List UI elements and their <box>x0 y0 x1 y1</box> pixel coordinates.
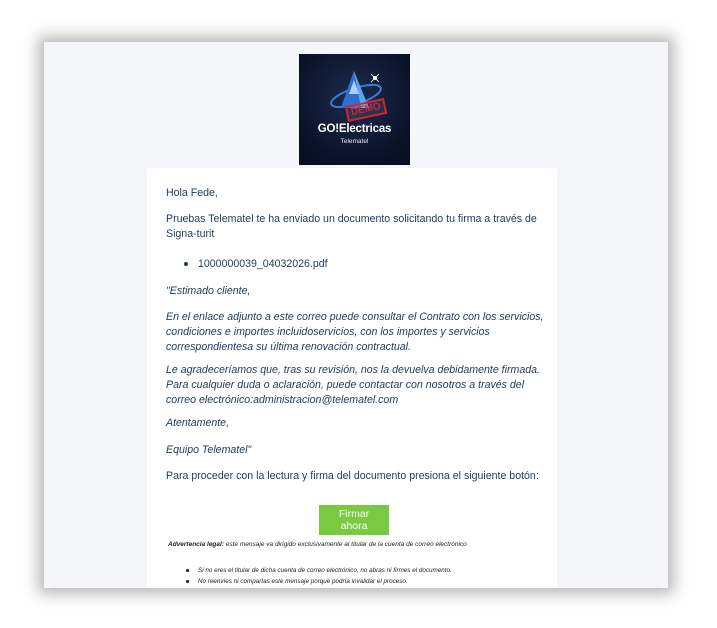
legal-label: Advertencia legal: <box>168 541 224 548</box>
company-logo <box>299 54 410 165</box>
legal-warning <box>168 541 548 548</box>
quote-opening: "Estimado cliente, <box>166 285 251 297</box>
legal-text: este mensaje va dirigido exclusivamente al titular de la cuenta de correo electrónico <box>224 541 467 548</box>
email-viewport <box>44 42 668 588</box>
intro-text: Pruebas Telematel te ha enviado un documento solicitando tu firma a través de Signa-turit <box>166 213 537 240</box>
signature: Equipo Telematel" <box>166 444 252 456</box>
legal-bullet: Si no eres el titular de dicha cuenta de correo electrónico, no abras ni firmes el documento. <box>186 566 452 575</box>
bullet-icon <box>186 569 189 572</box>
bullet-icon <box>186 580 189 583</box>
paragraph-return: Le agradeceríamos que, tras su revisión, nos la devuelva debidamente firmada. Para cualquier duda o aclaración, puede contactar con nosotros a través del correo electrónico:administracion@telematel.com <box>166 364 540 406</box>
legal-bullet: No reenvíes ni compartas este mensaje porque podría invalidar el proceso. <box>186 577 408 586</box>
closing: Atentamente, <box>166 417 230 429</box>
sign-now-button[interactable]: Firmar ahora <box>319 505 389 535</box>
attachment-item[interactable] <box>184 257 328 272</box>
greeting: Hola Fede, <box>166 187 218 199</box>
brand-subtitle: Telematel <box>340 138 369 145</box>
demo-stamp: DEMO <box>345 98 387 122</box>
email-card <box>147 168 557 588</box>
cta-text: Para proceder con la lectura y firma del documento presiona el siguiente botón: <box>166 470 539 482</box>
brand-name: GO!Electricas <box>317 123 392 135</box>
paragraph-contract: En el enlace adjunto a este correo puede consultar el Contrato con los servicios, condiciones e importes incluidoservicios, con los importes y servicios correspondientesa su última renovación contractual. <box>166 311 544 353</box>
bullet-icon <box>184 262 188 266</box>
attachment-name: 1000000039_04032026.pdf <box>198 258 328 270</box>
